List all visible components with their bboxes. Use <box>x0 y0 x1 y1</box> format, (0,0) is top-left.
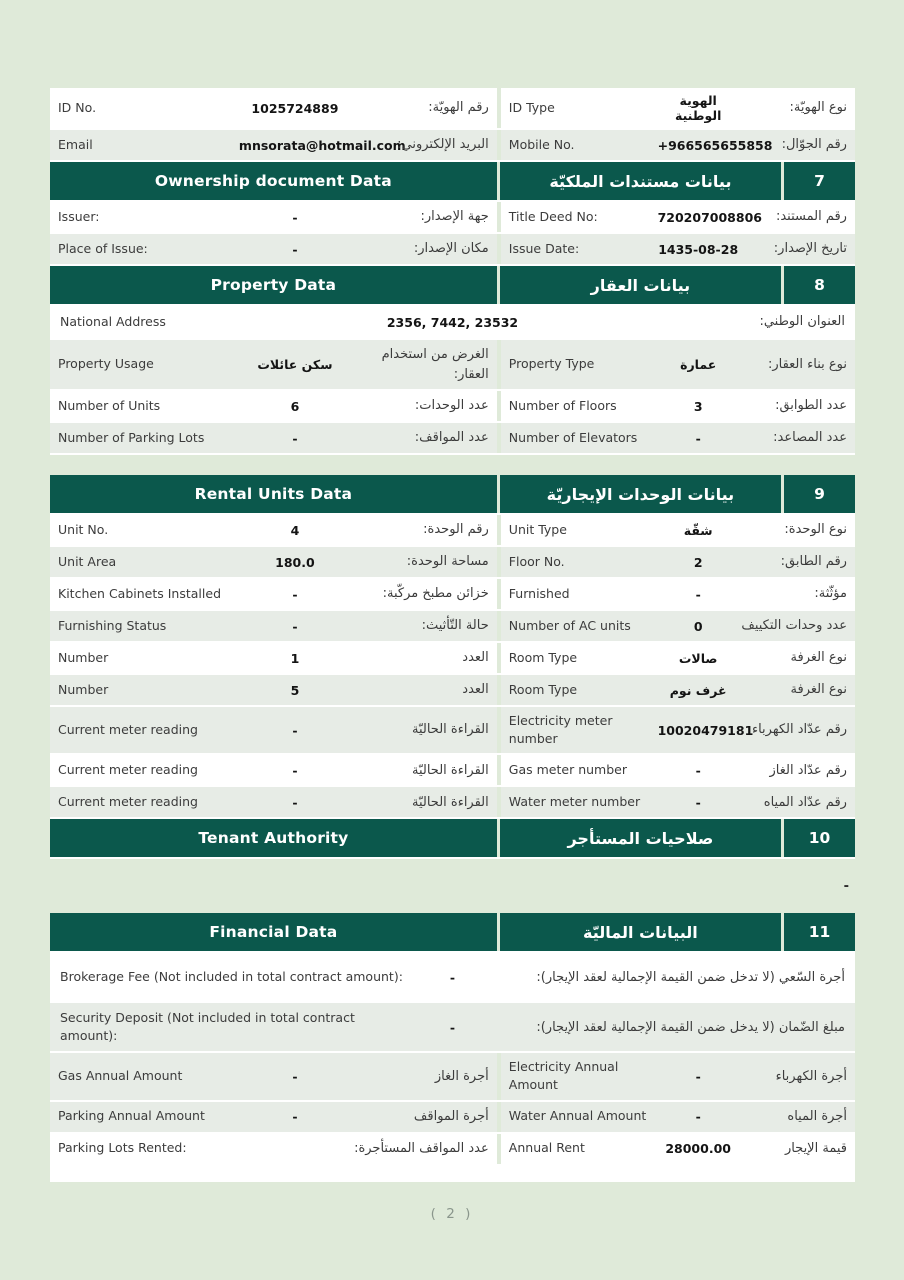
field-label-ar: مبلغ الضّمان (لا يدخل ضمن القيمة الإجمالية لعقد الإيجار): <box>536 1019 845 1035</box>
field-value: - <box>695 430 701 446</box>
field-value: - <box>292 722 298 738</box>
field-label-en: Kitchen Cabinets Installed <box>58 585 222 601</box>
field-value: 2356, 7442, 23532 <box>386 314 519 330</box>
field-value: - <box>292 762 298 778</box>
section-header <box>50 913 855 953</box>
row-half <box>501 202 855 232</box>
field-label-ar: نوع الهويّة: <box>789 100 847 116</box>
field-label-ar: جهة الإصدار: <box>420 209 489 225</box>
section-header <box>50 475 855 515</box>
field-label-en: Place of Issue: <box>58 240 148 256</box>
field-label-en: Number <box>58 649 109 665</box>
section-title-en: Property Data <box>50 266 497 304</box>
field-label-en: Brokerage Fee (Not included in total contract amount): <box>60 969 403 985</box>
contract-document-page <box>50 88 855 1182</box>
field-value: - <box>292 618 298 634</box>
row-half <box>50 340 497 389</box>
field-label-en: Property Type <box>508 356 595 372</box>
data-row-full <box>50 1003 855 1053</box>
field-value: 1 <box>290 650 300 666</box>
data-row <box>50 130 855 162</box>
data-row-full <box>50 306 855 340</box>
field-value: - <box>292 241 298 257</box>
field-label-en: Unit No. <box>58 521 109 537</box>
field-label-ar: أجرة الكهرباء <box>775 1068 847 1084</box>
data-row <box>50 755 855 787</box>
field-value: mnsorata@hotmail.com <box>238 137 406 153</box>
field-label-en: National Address <box>60 313 166 329</box>
section-number: 7 <box>784 162 855 200</box>
row-half <box>501 340 855 389</box>
row-half <box>501 1134 855 1164</box>
field-value: شقّة <box>683 522 713 538</box>
row-half <box>50 234 497 264</box>
row-half <box>501 1102 855 1132</box>
row-half <box>501 234 855 264</box>
field-label-ar: القراءة الحاليّة <box>411 794 489 810</box>
field-label-en: Electricity Annual Amount <box>508 1059 619 1093</box>
field-label-en: ID Type <box>508 99 555 115</box>
field-label-ar: أجرة المياه <box>787 1108 847 1124</box>
field-label-ar: رقم المستند: <box>775 209 847 225</box>
field-label-en: Electricity meter number <box>508 713 613 747</box>
field-label-ar: العدد <box>462 682 489 698</box>
field-label-ar: العنوان الوطني: <box>759 314 845 330</box>
row-half <box>501 391 855 421</box>
field-label-ar: مؤثّثة: <box>814 586 847 602</box>
field-label-en: Current meter reading <box>58 722 198 738</box>
data-row <box>50 423 855 455</box>
data-row <box>50 707 855 755</box>
row-half <box>501 88 855 128</box>
section-header <box>50 266 855 306</box>
field-label-en: Water Annual Amount <box>508 1108 647 1124</box>
section-number: 10 <box>784 819 855 857</box>
field-label-ar: عدد الطوابق: <box>775 398 847 414</box>
field-label-ar: تاريخ الإصدار: <box>773 241 847 257</box>
field-value: 180.0 <box>275 554 315 570</box>
row-half <box>50 611 497 641</box>
field-label-ar: القراءة الحاليّة <box>411 762 489 778</box>
section-title-en: Tenant Authority <box>50 819 497 857</box>
field-value: - <box>292 794 298 810</box>
data-row <box>50 611 855 643</box>
field-value: - <box>292 1109 298 1124</box>
field-label-ar: نوع الوحدة: <box>784 522 847 538</box>
field-label-ar: عدد المواقف: <box>414 430 489 446</box>
field-label-en: Number of AC units <box>508 617 631 633</box>
section-title-ar: بيانات العقار <box>500 266 781 304</box>
field-label-ar: مكان الإصدار: <box>413 241 489 257</box>
row-half <box>501 755 855 785</box>
section-title-en: Ownership document Data <box>50 162 497 200</box>
data-row <box>50 547 855 579</box>
field-label-en: Room Type <box>508 649 578 665</box>
field-label-en: Current meter reading <box>58 762 198 778</box>
section-gap <box>50 455 855 475</box>
data-row <box>50 787 855 819</box>
data-row-full <box>50 953 855 1003</box>
field-label-ar: رقم عدّاد الكهرباء <box>751 722 847 738</box>
field-value: الهوية الوطنية <box>674 93 722 123</box>
field-label-en: Furnishing Status <box>58 617 167 633</box>
field-label-en: Email <box>58 136 93 152</box>
field-value: - <box>292 430 298 446</box>
field-label-ar: نوع بناء العقار: <box>767 356 847 372</box>
field-value: - <box>695 1109 701 1124</box>
row-half <box>50 707 497 753</box>
data-row <box>50 1134 855 1166</box>
row-half <box>501 675 855 705</box>
data-row <box>50 515 855 547</box>
field-label-ar: أجرة المواقف <box>413 1108 489 1124</box>
section-title-ar: بيانات الوحدات الإيجاريّة <box>500 475 781 513</box>
row-half <box>50 1102 497 1132</box>
row-half <box>50 515 497 545</box>
data-row <box>50 88 855 130</box>
field-label-ar: حالة التّأثيث: <box>421 618 489 634</box>
row-half <box>50 423 497 453</box>
section-title-ar: البيانات الماليّة <box>500 913 781 951</box>
row-half <box>501 707 855 753</box>
field-label-en: Unit Area <box>58 553 117 569</box>
field-label-en: Room Type <box>508 681 578 697</box>
field-value: 0 <box>693 618 703 634</box>
section-title-en: Rental Units Data <box>50 475 497 513</box>
row-half <box>50 88 497 128</box>
row-half <box>50 130 497 160</box>
row-half <box>50 391 497 421</box>
field-value: - <box>695 1068 701 1084</box>
field-value: - <box>695 586 701 602</box>
card-bottom-padding <box>50 1166 855 1182</box>
field-label-en: Parking Lots Rented: <box>58 1140 187 1156</box>
field-label-en: Water meter number <box>508 794 641 810</box>
row-half <box>501 611 855 641</box>
field-label-ar: عدد المصاعد: <box>773 430 847 446</box>
field-label-en: ID No. <box>58 99 97 115</box>
field-label-ar: خزائن مطبخ مركّبة: <box>382 586 489 602</box>
section-title-ar: صلاحيات المستأجر <box>500 819 781 857</box>
field-value: 720207008806 <box>657 209 762 225</box>
field-label-ar: قيمة الإيجار <box>784 1140 847 1156</box>
field-value: غرف نوم <box>669 682 727 698</box>
row-half <box>501 643 855 673</box>
field-label-en: Number of Units <box>58 397 161 413</box>
field-value: صالات <box>678 650 718 666</box>
field-label-en: Annual Rent <box>508 1140 585 1156</box>
field-label-ar: عدد الوحدات: <box>414 398 489 414</box>
data-row <box>50 391 855 423</box>
field-label-ar: القراءة الحاليّة <box>411 722 489 738</box>
row-half <box>50 579 497 609</box>
field-value: - <box>449 969 456 985</box>
row-half <box>501 547 855 577</box>
field-value: - <box>695 794 701 810</box>
field-label-en: Gas meter number <box>508 762 627 778</box>
row-half <box>50 1053 497 1099</box>
row-half <box>50 547 497 577</box>
row-half <box>50 202 497 232</box>
field-label-en: Floor No. <box>508 553 565 569</box>
field-label-ar: نوع الغرفة <box>790 650 847 666</box>
data-row <box>50 202 855 234</box>
field-value: 4 <box>290 522 300 538</box>
field-label-ar: مساحة الوحدة: <box>406 554 489 570</box>
section-header <box>50 819 855 859</box>
section-title-ar: بيانات مستندات الملكيّة <box>500 162 781 200</box>
field-label-ar: رقم عدّاد الغاز <box>769 762 847 778</box>
field-label-ar: العدد <box>462 650 489 666</box>
field-value: 1025724889 <box>251 100 339 116</box>
row-half <box>501 787 855 817</box>
field-label-ar: الغرض من استخدام العقار: <box>381 347 489 382</box>
field-label-ar: نوع الغرفة <box>790 682 847 698</box>
field-label-ar: البريد الإلكتروني: <box>397 137 489 153</box>
field-label-ar: رقم الوحدة: <box>423 522 489 538</box>
field-label-en: Number <box>58 681 109 697</box>
field-label-ar: أجرة السّعي (لا تدخل ضمن القيمة الإجمالية لعقد الإيجار): <box>536 969 845 985</box>
row-half <box>50 1134 497 1164</box>
field-value: سكن عائلات <box>257 357 333 372</box>
field-label-en: Number of Parking Lots <box>58 429 205 445</box>
field-value: - <box>292 586 298 602</box>
section-title-en: Financial Data <box>50 913 497 951</box>
field-label-ar: رقم الطابق: <box>780 554 847 570</box>
page-number: ( 2 ) <box>430 1206 474 1222</box>
section-number: 9 <box>784 475 855 513</box>
field-label-en: Number of Elevators <box>508 429 638 445</box>
row-half <box>50 787 497 817</box>
row-half <box>501 130 855 160</box>
field-value: 2 <box>693 554 703 570</box>
data-row <box>50 675 855 707</box>
field-label-en: Title Deed No: <box>508 208 598 224</box>
field-label-ar: رقم عدّاد المياه <box>763 794 847 810</box>
field-label-ar: عدد وحدات التكييف <box>741 618 847 634</box>
field-label-en: Issue Date: <box>508 240 580 256</box>
field-value: 6 <box>290 398 300 414</box>
row-half <box>501 515 855 545</box>
field-value: 28000.00 <box>665 1141 731 1156</box>
field-value: 3 <box>693 398 703 414</box>
row-half <box>50 675 497 705</box>
row-half <box>501 423 855 453</box>
field-value: عمارة <box>680 357 717 372</box>
section-number: 8 <box>784 266 855 304</box>
section-header <box>50 162 855 202</box>
field-label-en: Unit Type <box>508 521 567 537</box>
field-label-en: Issuer: <box>58 208 100 224</box>
field-label-ar: عدد المواقف المستأجرة: <box>354 1140 489 1156</box>
field-label-ar: رقم الهويّة: <box>428 100 489 116</box>
field-label-en: Gas Annual Amount <box>58 1068 183 1084</box>
tenant-authority-value: - <box>843 878 849 894</box>
section-number: 11 <box>784 913 855 951</box>
row-half <box>50 643 497 673</box>
field-label-en: Current meter reading <box>58 794 198 810</box>
row-half <box>501 579 855 609</box>
field-label-en: Parking Annual Amount <box>58 1108 205 1124</box>
field-value: 10020479181 <box>657 722 754 738</box>
field-label-en: Number of Floors <box>508 397 617 413</box>
row-half <box>50 755 497 785</box>
field-label-en: Furnished <box>508 585 570 601</box>
field-value: - <box>695 762 701 778</box>
data-row <box>50 340 855 391</box>
row-half <box>501 1053 855 1099</box>
field-value: - <box>449 1019 456 1035</box>
field-value: - <box>292 1068 298 1084</box>
data-row <box>50 1053 855 1101</box>
data-row <box>50 1102 855 1134</box>
field-label-en: Property Usage <box>58 356 154 372</box>
data-row <box>50 579 855 611</box>
field-label-ar: أجرة الغاز <box>434 1068 489 1084</box>
field-value: 1435-08-28 <box>658 241 739 257</box>
data-row <box>50 643 855 675</box>
field-label-en: Security Deposit (Not included in total contract amount): <box>60 1010 355 1044</box>
data-row <box>50 234 855 266</box>
field-label-en: Mobile No. <box>508 136 575 152</box>
field-value: 5 <box>290 682 300 698</box>
field-label-ar: رقم الجوّال: <box>781 137 847 153</box>
field-value: +966565655858 <box>657 137 773 153</box>
field-value: - <box>292 209 298 225</box>
